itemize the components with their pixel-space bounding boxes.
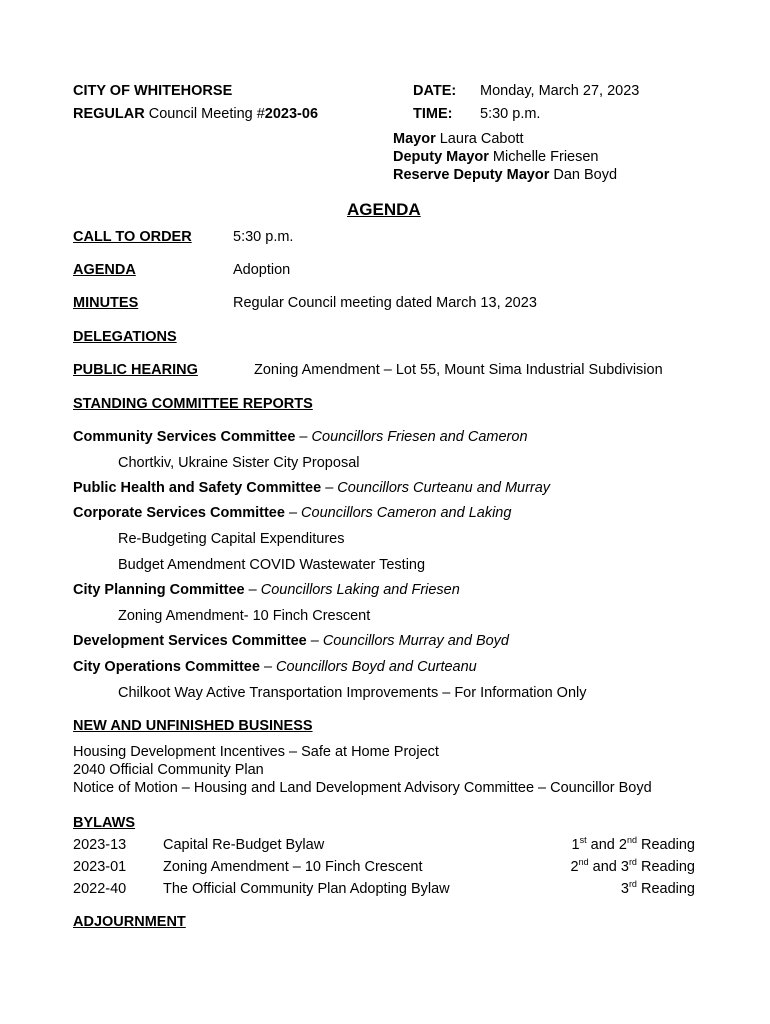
- meeting-number: 2023-06: [264, 106, 319, 122]
- deputy-mayor-line: [393, 149, 598, 166]
- deputy-mayor-name: Michelle Friesen: [488, 149, 599, 165]
- reading-num: 2: [570, 859, 579, 875]
- bylaw-number: 2022-40: [73, 881, 127, 897]
- city-operations-committee: [73, 659, 477, 676]
- bylaw-reading: [572, 837, 695, 854]
- date-value: Monday, March 27, 2023: [480, 83, 640, 99]
- committee-members: – Councillors Laking and Friesen: [244, 582, 460, 598]
- reading-num: 1: [571, 837, 580, 853]
- committee-name: Corporate Services Committee: [73, 505, 285, 521]
- list-item: 2040 Official Community Plan: [73, 762, 264, 778]
- bylaw-number: 2023-01: [73, 859, 127, 875]
- committee-name: Community Services Committee: [73, 429, 296, 445]
- list-item: Notice of Motion – Housing and Land Development Advisory Committee – Councillor Boyd: [73, 780, 652, 796]
- meeting-prefix: REGULAR: [73, 106, 145, 122]
- time-label: TIME:: [413, 106, 453, 122]
- agenda-label: AGENDA: [73, 262, 136, 278]
- list-item: Chortkiv, Ukraine Sister City Proposal: [118, 455, 360, 471]
- list-item: Re-Budgeting Capital Expenditures: [118, 531, 345, 547]
- reserve-deputy-name: Dan Boyd: [549, 167, 618, 183]
- committee-name: Public Health and Safety Committee: [73, 480, 322, 496]
- reading-tail: Reading: [636, 881, 695, 897]
- date-label: DATE:: [413, 83, 457, 99]
- call-to-order-label: CALL TO ORDER: [73, 229, 192, 245]
- bylaw-reading: [621, 881, 695, 898]
- bylaw-title: Capital Re-Budget Bylaw: [163, 837, 325, 853]
- committee-members: – Councillors Cameron and Laking: [284, 505, 512, 521]
- reading-suffix: rd: [628, 879, 637, 890]
- bylaws-label: BYLAWS: [73, 815, 136, 831]
- bylaw-number: 2023-13: [73, 837, 127, 853]
- minutes-value: Regular Council meeting dated March 13, 2023: [233, 295, 537, 311]
- agenda-value: Adoption: [233, 262, 291, 278]
- reading-suffix: rd: [628, 857, 637, 868]
- public-hearing-value: Zoning Amendment – Lot 55, Mount Sima Industrial Subdivision: [254, 362, 663, 378]
- committee-members: – Councillors Murray and Boyd: [306, 633, 509, 649]
- mayor-name: Laura Cabott: [435, 131, 524, 147]
- list-item: Chilkoot Way Active Transportation Improvements – For Information Only: [118, 685, 587, 701]
- page-title: AGENDA: [347, 200, 421, 219]
- bylaw-title: Zoning Amendment – 10 Finch Crescent: [163, 859, 423, 875]
- adjournment-label: ADJOURNMENT: [73, 914, 186, 930]
- city-planning-committee: [73, 582, 460, 599]
- reading-num: 3: [620, 881, 629, 897]
- community-committee: [73, 429, 528, 446]
- committee-name: Development Services Committee: [73, 633, 307, 649]
- new-business-label: NEW AND UNFINISHED BUSINESS: [73, 718, 313, 734]
- meeting-mid: Council Meeting #: [144, 106, 265, 122]
- standing-committee-label: STANDING COMMITTEE REPORTS: [73, 396, 313, 412]
- list-item: Zoning Amendment- 10 Finch Crescent: [118, 608, 371, 624]
- time-value: 5:30 p.m.: [480, 106, 541, 122]
- delegations-label: DELEGATIONS: [73, 329, 177, 345]
- mayor-line: [393, 131, 524, 148]
- corporate-committee: [73, 505, 511, 522]
- reserve-deputy-line: [393, 167, 617, 184]
- call-to-order-value: 5:30 p.m.: [233, 229, 294, 245]
- public-hearing-label: PUBLIC HEARING: [73, 362, 198, 378]
- reading-suffix: nd: [578, 857, 589, 868]
- list-item: Budget Amendment COVID Wastewater Testing: [118, 557, 426, 573]
- deputy-mayor-title: Deputy Mayor: [393, 149, 489, 165]
- reading-tail: Reading: [636, 859, 695, 875]
- reading-mid: and 2: [586, 837, 627, 853]
- committee-members: – Councillors Friesen and Cameron: [295, 429, 528, 445]
- reading-tail: Reading: [636, 837, 695, 853]
- minutes-label: MINUTES: [73, 295, 139, 311]
- meeting-title: [73, 106, 318, 123]
- public-health-committee: [73, 480, 550, 497]
- bylaw-title: The Official Community Plan Adopting Bylaw: [163, 881, 450, 897]
- committee-name: City Planning Committee: [73, 582, 245, 598]
- list-item: Housing Development Incentives – Safe at Home Project: [73, 744, 439, 760]
- mayor-title: Mayor: [393, 131, 436, 147]
- reading-suffix: st: [579, 835, 587, 846]
- city-name: CITY OF WHITEHORSE: [73, 83, 233, 99]
- reserve-deputy-title: Reserve Deputy Mayor: [393, 167, 550, 183]
- committee-name: City Operations Committee: [73, 659, 260, 675]
- development-committee: [73, 633, 509, 650]
- reading-mid: and 3: [588, 859, 629, 875]
- committee-members: – Councillors Boyd and Curteanu: [259, 659, 477, 675]
- bylaw-reading: [571, 859, 695, 876]
- reading-suffix: nd: [626, 835, 637, 846]
- committee-members: – Councillors Curteanu and Murray: [321, 480, 551, 496]
